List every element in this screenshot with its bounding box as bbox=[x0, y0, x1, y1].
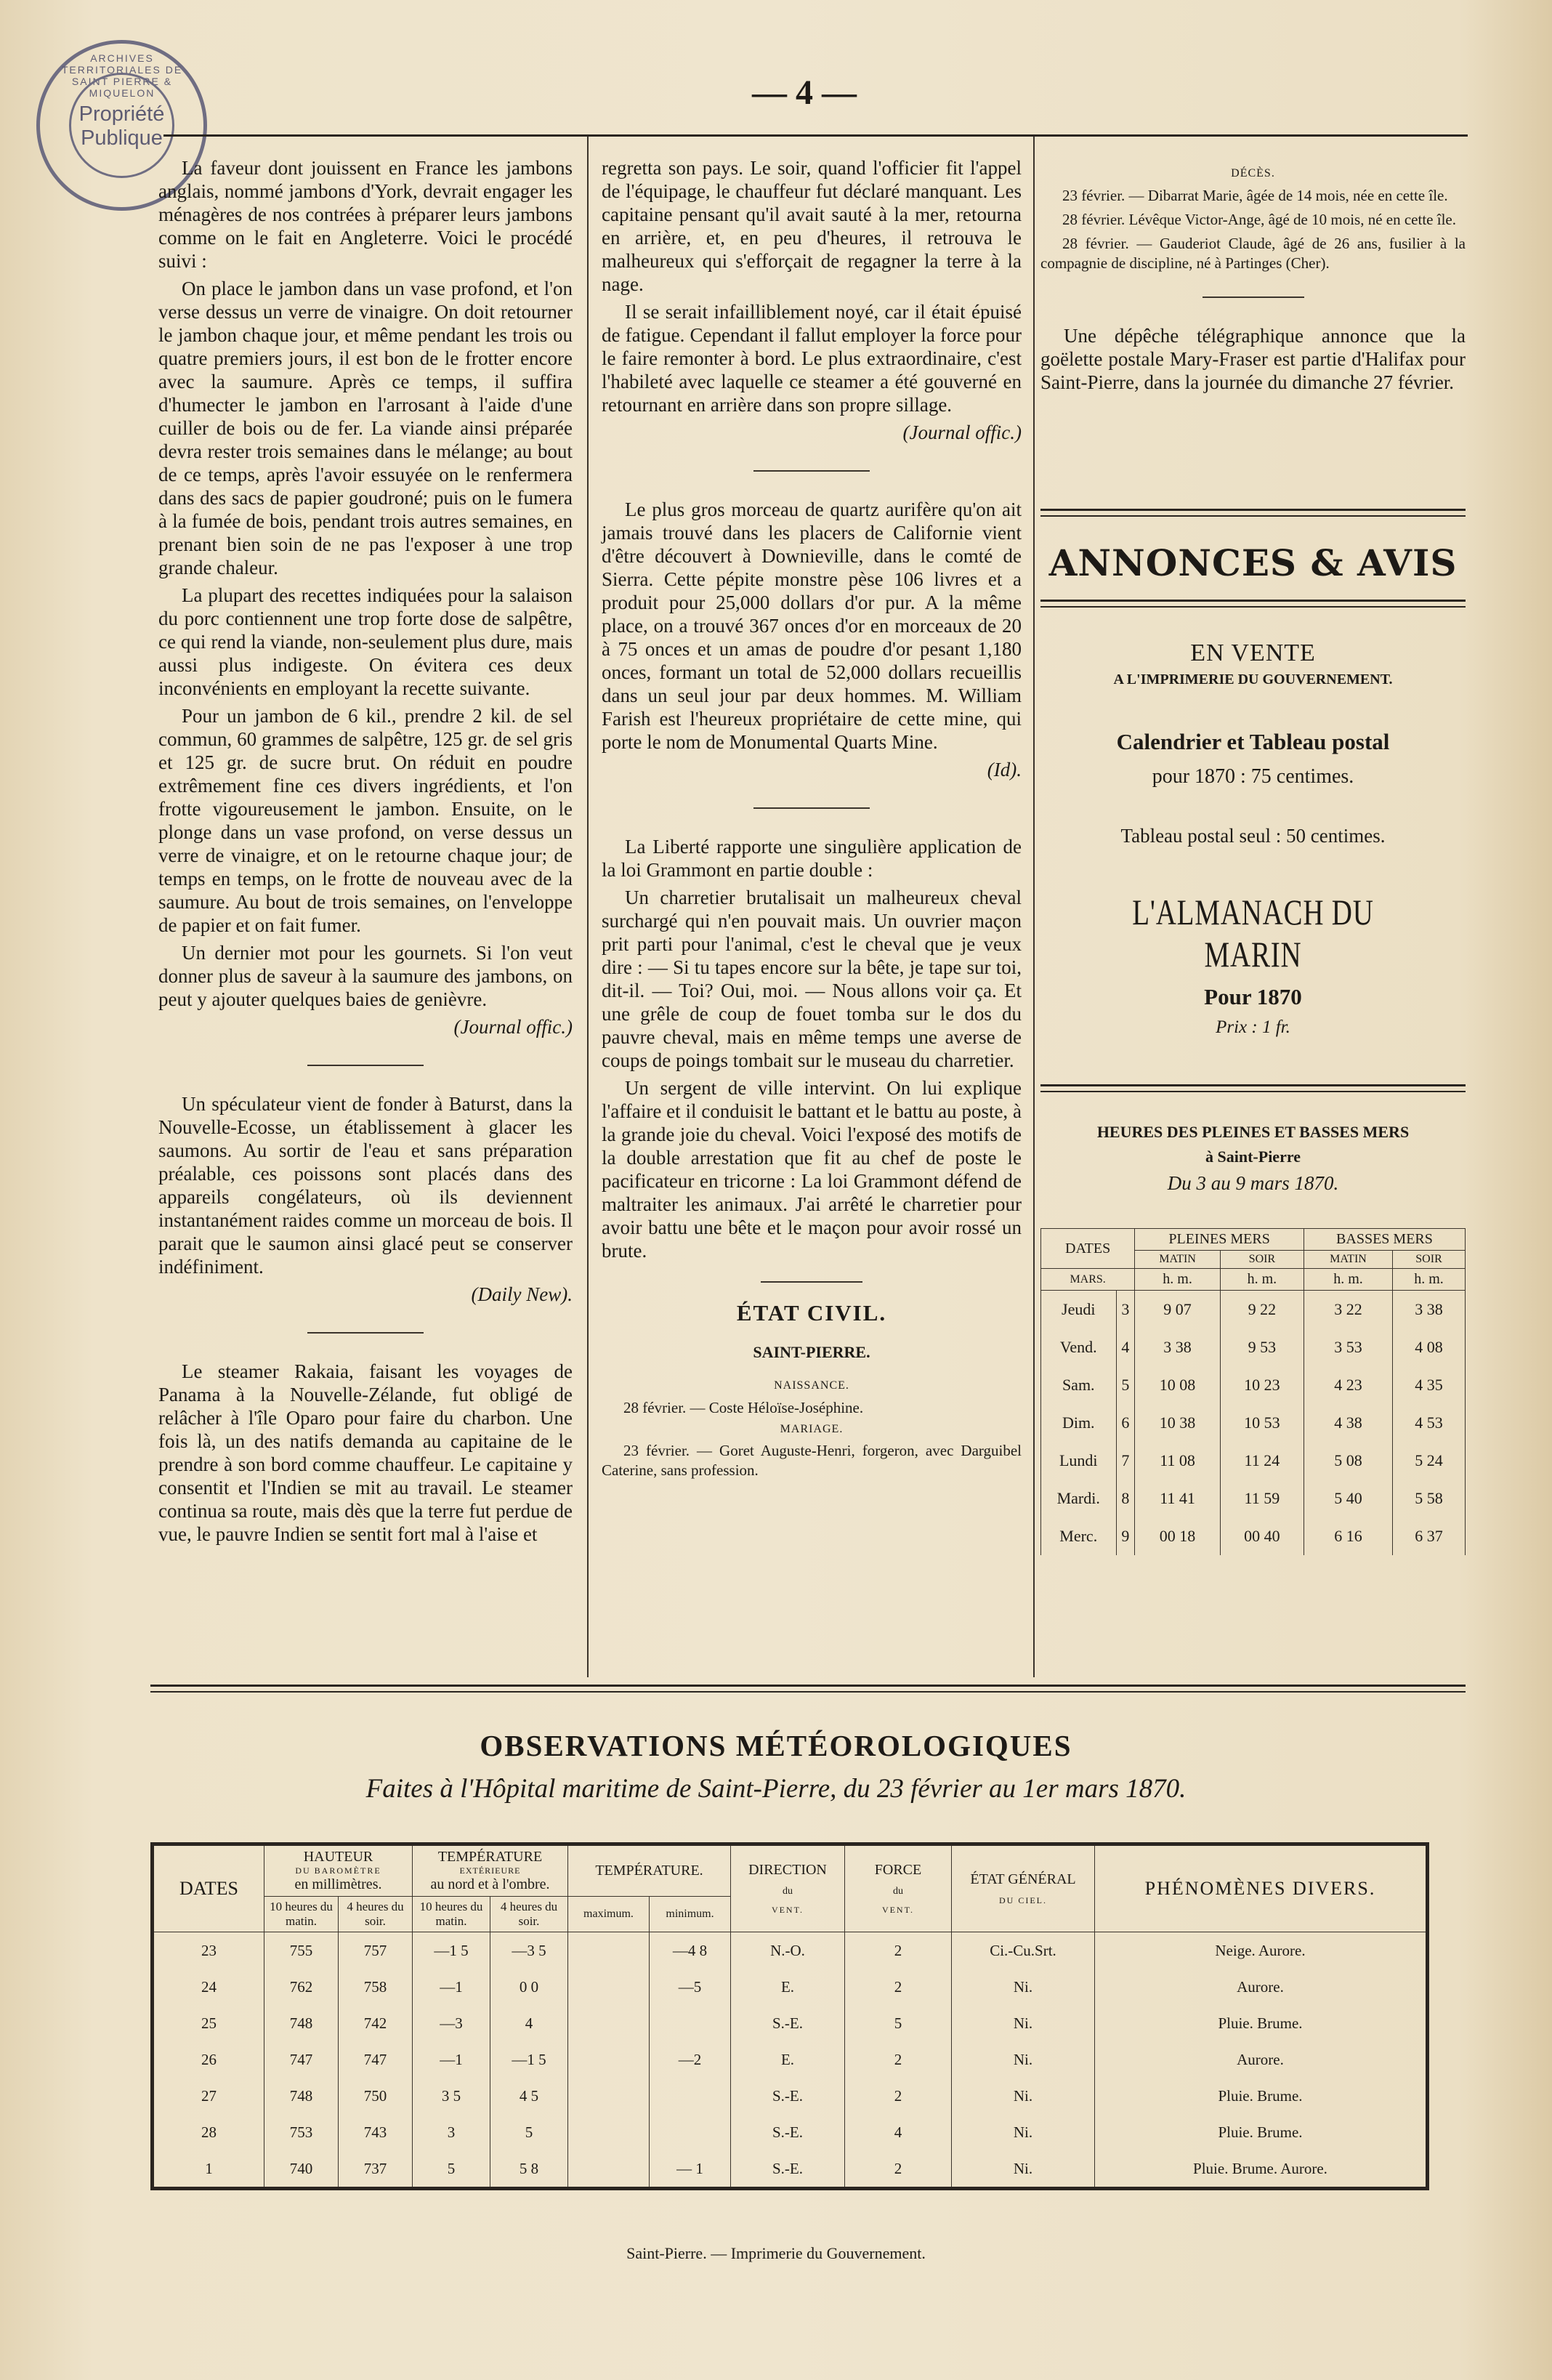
separator bbox=[307, 1065, 424, 1066]
article-rakaia: Le steamer Rakaia, faisant les voyages de Panama à la Nouvelle-Zélande, fut obligé de relâcher à l'île Oparo pour faire du charbon. Une fois là, un des natifs demanda au capitaine de le prendre à son bord comme chauffeur. Le capitaine y consentit et l'Indien se mit au travail. Le steamer continua sa route, mais dès que la terre fut perdue de vue, le pauvre Indien se sentit fort mal à l'aise et bbox=[158, 1360, 573, 1545]
weather-row-cell: 4 bbox=[845, 2114, 952, 2150]
tide-header bbox=[1040, 1123, 1466, 1195]
obs-header-10h: 10 heures du matin. bbox=[413, 1897, 490, 1932]
weather-row-cell: 5 8 bbox=[490, 2150, 568, 2189]
weather-row-cell bbox=[568, 2078, 650, 2114]
weather-row bbox=[153, 1932, 1428, 1969]
tide-row-cell: 9 bbox=[1116, 1517, 1135, 1555]
tide-row-cell: 5 08 bbox=[1304, 1442, 1392, 1480]
tide-row-cell: Vend. bbox=[1041, 1328, 1117, 1366]
column-rule-1 bbox=[587, 137, 589, 1677]
tide-rule-top bbox=[1040, 1084, 1466, 1092]
weather-row-cell: E. bbox=[731, 1969, 845, 2005]
tide-header-matin: MATIN bbox=[1304, 1251, 1392, 1269]
weather-row-cell: 27 bbox=[153, 2078, 264, 2114]
tide-row-cell: 11 41 bbox=[1135, 1480, 1221, 1517]
weather-row-cell: 4 bbox=[490, 2005, 568, 2041]
weather-row-cell: Aurore. bbox=[1095, 2041, 1428, 2078]
article-jambon-intro: La faveur dont jouissent en France les jambons anglais, nommé jambons d'York, devrait engager les ménagères de nos contrées à préparer leurs jambons comme on le fait en Angleterre. Voici le procédé suivi : bbox=[158, 157, 573, 272]
weather-row-cell: N.-O. bbox=[731, 1932, 845, 1969]
weather-row bbox=[153, 1969, 1428, 2005]
tide-row-cell: 4 08 bbox=[1393, 1328, 1466, 1366]
weather-row-cell: Ni. bbox=[952, 2005, 1095, 2041]
weather-row-cell: 3 5 bbox=[413, 2078, 490, 2114]
calendrier-price: pour 1870 : 75 centimes. bbox=[1152, 765, 1354, 788]
weather-row-cell: Ni. bbox=[952, 1969, 1095, 2005]
weather-row-cell: 753 bbox=[264, 2114, 339, 2150]
weather-row-cell: Ni. bbox=[952, 2078, 1095, 2114]
tide-row-cell: 8 bbox=[1116, 1480, 1135, 1517]
almanach-price: Prix : 1 fr. bbox=[1216, 1017, 1290, 1037]
tide-table bbox=[1040, 1228, 1466, 1555]
tide-row-cell: Lundi bbox=[1041, 1442, 1117, 1480]
weather-row-cell: 2 bbox=[845, 1969, 952, 2005]
naissance-entry: 28 février. — Coste Héloïse-Joséphine. bbox=[623, 1399, 864, 1416]
obs-du-label: du bbox=[783, 1886, 793, 1897]
obs-vent-label: VENT. bbox=[771, 1905, 804, 1915]
tide-row-cell: 10 23 bbox=[1220, 1366, 1304, 1404]
obs-baro-label: DU BAROMÈTRE bbox=[295, 1865, 381, 1876]
weather-row-cell: 743 bbox=[339, 2114, 413, 2150]
weather-row-cell: 2 bbox=[845, 2078, 952, 2114]
weather-row-cell: 23 bbox=[153, 1932, 264, 1969]
weather-row-cell: S.-E. bbox=[731, 2005, 845, 2041]
weather-row-cell: Pluie. Brume. bbox=[1095, 2078, 1428, 2114]
tide-row-cell: 4 53 bbox=[1393, 1404, 1466, 1442]
weather-row-cell: Ni. bbox=[952, 2150, 1095, 2189]
tide-header-matin: MATIN bbox=[1135, 1251, 1221, 1269]
source-journal-offic: (Journal offic.) bbox=[453, 1016, 573, 1038]
weather-row-cell: 0 0 bbox=[490, 1969, 568, 2005]
obs-du-label: du bbox=[893, 1886, 903, 1897]
tide-row-cell: 7 bbox=[1116, 1442, 1135, 1480]
tide-header-pleines: PLEINES MERS bbox=[1135, 1229, 1304, 1251]
obs-header-temp: TEMPÉRATURE. bbox=[568, 1844, 731, 1897]
weather-row bbox=[153, 2005, 1428, 2041]
obs-header-4h: 4 heures du soir. bbox=[339, 1897, 413, 1932]
tide-header-hm: h. m. bbox=[1304, 1269, 1392, 1291]
weather-row-cell bbox=[568, 2114, 650, 2150]
obs-mm-label: en millimètres. bbox=[294, 1876, 382, 1892]
weather-row-cell: S.-E. bbox=[731, 2150, 845, 2189]
weather-row-cell: S.-E. bbox=[731, 2078, 845, 2114]
obs-temp-ext-label: TEMPÉRATURE bbox=[437, 1849, 543, 1865]
obs-ext-label: EXTÉRIEURE bbox=[459, 1865, 521, 1876]
tide-row-cell: 3 bbox=[1116, 1291, 1135, 1329]
tide-header-hm: h. m. bbox=[1220, 1269, 1304, 1291]
weather-row bbox=[153, 2114, 1428, 2150]
tide-place: à Saint-Pierre bbox=[1205, 1147, 1301, 1166]
source-daily-new: (Daily New). bbox=[471, 1283, 573, 1305]
tide-row bbox=[1041, 1328, 1466, 1366]
weather-row-cell: 1 bbox=[153, 2150, 264, 2189]
etat-civil-place: SAINT-PIERRE. bbox=[753, 1343, 870, 1361]
tide-row-cell: 10 38 bbox=[1135, 1404, 1221, 1442]
weather-row-cell: Ni. bbox=[952, 2114, 1095, 2150]
tide-row bbox=[1041, 1366, 1466, 1404]
obs-header-4h: 4 heures du soir. bbox=[490, 1897, 568, 1932]
tide-row bbox=[1041, 1517, 1466, 1555]
weather-row-cell: 762 bbox=[264, 1969, 339, 2005]
separator bbox=[307, 1332, 424, 1334]
tide-row-cell: 4 35 bbox=[1393, 1366, 1466, 1404]
annonces-title: ANNONCES & AVIS bbox=[1048, 541, 1458, 584]
column-rule-2 bbox=[1033, 137, 1035, 1677]
obs-vent-label: VENT. bbox=[881, 1905, 915, 1915]
deces-entry: 28 février. — Gauderiot Claude, âgé de 26 ans, fusilier à la compagnie de discipline, né à Partinges (Cher). bbox=[1040, 235, 1466, 272]
deces-entry: 28 février. Lévêque Victor-Ange, âgé de 10 mois, né en cette île. bbox=[1062, 211, 1456, 228]
weather-row-cell: 3 bbox=[413, 2114, 490, 2150]
obs-nord-label: au nord et à l'ombre. bbox=[430, 1876, 550, 1892]
obs-header-max: maximum. bbox=[568, 1897, 650, 1932]
tide-row-cell: 10 53 bbox=[1220, 1404, 1304, 1442]
obs-header-10h: 10 heures du matin. bbox=[264, 1897, 339, 1932]
article-grammont-story: Un charretier brutalisait un malheureux cheval surchargé qui n'en pouvait mais. Un ouvrier maçon prit parti pour l'animal, c'est le cheval que je veux dire : — Si tu tapes encore sur la bête, je tape sur toi, dit-il. — Toi? Oui, moi. — Nous allons voir ça. Et une grêle de coup de fouet tomba sur le dos du pauvre cheval, mais en même temps une averse de coups de poings tombait sur le museau du charretier. bbox=[602, 887, 1022, 1071]
tide-row-cell: 00 40 bbox=[1220, 1517, 1304, 1555]
article-saumons: Un spéculateur vient de fonder à Baturst, dans la Nouvelle-Ecosse, un établissement à glacer les saumons. Au sortir de l'eau et sans préparation préalable, ces poissons sont placés dans des appareils congélateurs, où ils deviennent instantanément raides comme un morceau de bois. Il parait que le saumon ainsi glacé peut se conserver indéfiniment. bbox=[158, 1093, 573, 1278]
article-jambon-salaison: La plupart des recettes indiquées pour la salaison du porc contiennent une trop forte dose de salpêtre, ce qui rend la viande, non-seulement plus dure, mais aussi plus indigeste. On évitera ces deux inconvénients en employant la recette suivante. bbox=[158, 584, 573, 699]
weather-row-cell: 748 bbox=[264, 2005, 339, 2041]
weather-row-cell: 747 bbox=[264, 2041, 339, 2078]
weather-row-cell: 757 bbox=[339, 1932, 413, 1969]
tide-row bbox=[1041, 1442, 1466, 1480]
obs-header-etat bbox=[952, 1844, 1095, 1932]
separator bbox=[753, 807, 870, 809]
weather-row-cell: Ci.-Cu.Srt. bbox=[952, 1932, 1095, 1969]
column-3 bbox=[1040, 164, 1466, 398]
almanach-title: L'ALMANACH DU MARIN bbox=[1132, 892, 1374, 975]
weather-row-cell bbox=[568, 1932, 650, 1969]
weather-row-cell bbox=[650, 2078, 731, 2114]
obs-header-temp-ext bbox=[413, 1844, 568, 1897]
tide-row-cell: 3 53 bbox=[1304, 1328, 1392, 1366]
tide-dates: Du 3 au 9 mars 1870. bbox=[1167, 1172, 1339, 1194]
obs-title: OBSERVATIONS MÉTÉOROLOGIQUES bbox=[480, 1729, 1072, 1762]
weather-row-cell: Aurore. bbox=[1095, 1969, 1428, 2005]
weather-row-cell: 24 bbox=[153, 1969, 264, 2005]
obs-header-phenomenes: PHÉNOMÈNES DIVERS. bbox=[1095, 1844, 1428, 1932]
weather-row-cell: 5 bbox=[845, 2005, 952, 2041]
source-journal-offic: (Journal offic.) bbox=[902, 421, 1022, 443]
tide-row-cell: 5 40 bbox=[1304, 1480, 1392, 1517]
weather-row-cell bbox=[650, 2005, 731, 2041]
tide-row bbox=[1041, 1480, 1466, 1517]
obs-rule-top bbox=[150, 1685, 1466, 1693]
annonces-block bbox=[1040, 640, 1466, 1038]
weather-row-cell: E. bbox=[731, 2041, 845, 2078]
tide-row-cell: 00 18 bbox=[1135, 1517, 1221, 1555]
imprimerie-line: A L'IMPRIMERIE DU GOUVERNEMENT. bbox=[1113, 671, 1393, 687]
obs-header-direction bbox=[731, 1844, 845, 1932]
tide-row bbox=[1041, 1404, 1466, 1442]
weather-row-cell: Pluie. Brume. bbox=[1095, 2114, 1428, 2150]
weather-row-cell: 2 bbox=[845, 1932, 952, 1969]
weather-row-cell: 25 bbox=[153, 2005, 264, 2041]
obs-dir-label: DIRECTION bbox=[748, 1862, 827, 1878]
weather-row-cell: 758 bbox=[339, 1969, 413, 2005]
weather-row-cell: 28 bbox=[153, 2114, 264, 2150]
obs-hauteur-label: HAUTEUR bbox=[303, 1849, 373, 1865]
weather-row-cell bbox=[650, 2114, 731, 2150]
tide-header-mars: MARS. bbox=[1041, 1269, 1135, 1291]
weather-row bbox=[153, 2150, 1428, 2189]
source-id: (Id). bbox=[987, 759, 1022, 780]
tide-row-cell: Mardi. bbox=[1041, 1480, 1117, 1517]
depeche-telegraphique: Une dépêche télégraphique annonce que la goëlette postale Mary-Fraser est partie d'Halifax pour Saint-Pierre, dans la journée du dimanche 27 février. bbox=[1040, 325, 1466, 393]
calendrier-title: Calendrier et Tableau postal bbox=[1116, 729, 1390, 754]
obs-header-dates: DATES bbox=[153, 1844, 264, 1932]
article-jambon-recette: Pour un jambon de 6 kil., prendre 2 kil. de sel commun, 60 grammes de salpêtre, 125 gr. de sel gris et 125 gr. de sucre brut. On réduit en poudre extrêmement fine ces divers ingrédients, et l'on frotte vigoureusement le jambon. Ensuite, on le plonge dans un vase profond, on verse dessus un verre de vinaigre, et on le retourne chaque jour; de temps en temps, on le frotte de nouveau avec de la saumure. Au bout de trois semaines, on l'enveloppe de papier et on fait fumer. bbox=[158, 705, 573, 936]
weather-row-cell bbox=[568, 2005, 650, 2041]
weather-row-cell: 26 bbox=[153, 2041, 264, 2078]
weather-row-cell: Pluie. Brume. bbox=[1095, 2005, 1428, 2041]
weather-row-cell: —1 5 bbox=[490, 2041, 568, 2078]
weather-row-cell: 5 bbox=[413, 2150, 490, 2189]
tide-row-cell: 3 38 bbox=[1135, 1328, 1221, 1366]
tide-row-cell: 9 22 bbox=[1220, 1291, 1304, 1329]
weather-row-cell: —2 bbox=[650, 2041, 731, 2078]
tide-row-cell: Jeudi bbox=[1041, 1291, 1117, 1329]
separator bbox=[761, 1281, 862, 1283]
tide-row-cell: 9 53 bbox=[1220, 1328, 1304, 1366]
column-1 bbox=[158, 156, 573, 1550]
tide-row-cell: Dim. bbox=[1041, 1404, 1117, 1442]
tide-row-cell: 6 bbox=[1116, 1404, 1135, 1442]
tide-title: HEURES DES PLEINES ET BASSES MERS bbox=[1096, 1123, 1410, 1141]
tide-row-cell: Sam. bbox=[1041, 1366, 1117, 1404]
article-rakaia-end: Il se serait infailliblement noyé, car il était épuisé de fatigue. Cependant il fallut employer la force pour le faire remonter à bord. Le plus extraordinaire, c'est l'habileté avec laquelle ce steamer a été gouverné en retournant en arrière dans son propre sillage. bbox=[602, 301, 1022, 416]
stamp-line-1: Propriété bbox=[78, 102, 165, 126]
tide-row-cell: 4 38 bbox=[1304, 1404, 1392, 1442]
en-vente: EN VENTE bbox=[1190, 640, 1316, 666]
tide-row-cell: 6 37 bbox=[1393, 1517, 1466, 1555]
tide-row-cell: 11 24 bbox=[1220, 1442, 1304, 1480]
obs-subtitle: Faites à l'Hôpital maritime de Saint-Pierre, du 23 février au 1er mars 1870. bbox=[365, 1774, 1187, 1804]
weather-row-cell: Neige. Aurore. bbox=[1095, 1932, 1428, 1969]
article-jambon-conclusion: Un dernier mot pour les gournets. Si l'on veut donner plus de saveur à la saumure des jambons, on peut y ajouter quelques baies de genièvre. bbox=[158, 942, 573, 1010]
weather-row-cell: —3 bbox=[413, 2005, 490, 2041]
stamp-line-2: Publique bbox=[81, 126, 163, 150]
tide-row-cell: 11 59 bbox=[1220, 1480, 1304, 1517]
weather-row-cell: S.-E. bbox=[731, 2114, 845, 2150]
mariage-heading: MARIAGE. bbox=[780, 1423, 844, 1435]
header-rule bbox=[163, 134, 1468, 137]
tide-header-basses: BASSES MERS bbox=[1304, 1229, 1465, 1251]
obs-ciel-label: DU CIEL. bbox=[999, 1895, 1047, 1905]
weather-row-cell: —4 8 bbox=[650, 1932, 731, 1969]
annonces-rule-bottom bbox=[1040, 600, 1466, 608]
annonces-rule-top bbox=[1040, 509, 1466, 517]
article-jambon-method: On place le jambon dans un vase profond, et l'on verse dessus un verre de vinaigre. On doit retourner le jambon chaque jour, et même pendant les trois ou quatre premiers jours, il est bon de le frotter encore avec la saumure. Après ce temps, il suffira d'humecter le jambon en l'arrosant à l'aide d'une cuiller de bois ou de fer. La viande ainsi préparée devra rester trois semaines dans le mélange; au bout de ce temps, après l'avoir essuyée on le renfermera dans des sacs de papier goudroné; puis on le fumera à la fumée de bois, pendant trois autres semaines, en prenant bien soin de ne pas l'exposer à une trop grande chaleur. bbox=[158, 278, 573, 578]
separator bbox=[1203, 297, 1304, 298]
weather-row-cell: 750 bbox=[339, 2078, 413, 2114]
tide-row-cell: 3 22 bbox=[1304, 1291, 1392, 1329]
stamp-ring-text: ARCHIVES TERRITORIALES DE SAINT PIERRE & MIQUELON bbox=[61, 52, 183, 99]
tide-row bbox=[1041, 1291, 1466, 1329]
weather-row bbox=[153, 2041, 1428, 2078]
naissance-heading: NAISSANCE. bbox=[774, 1379, 849, 1392]
obs-header-force bbox=[845, 1844, 952, 1932]
weather-row-cell: — 1 bbox=[650, 2150, 731, 2189]
imprimerie-footer: Saint-Pierre. — Imprimerie du Gouvernement. bbox=[626, 2244, 926, 2262]
tide-row-cell: 4 23 bbox=[1304, 1366, 1392, 1404]
weather-row-cell: 4 5 bbox=[490, 2078, 568, 2114]
weather-row-cell: —1 bbox=[413, 1969, 490, 2005]
obs-header-min: minimum. bbox=[650, 1897, 731, 1932]
tide-header-soir: SOIR bbox=[1220, 1251, 1304, 1269]
separator bbox=[753, 470, 870, 472]
tide-row-cell: 5 58 bbox=[1393, 1480, 1466, 1517]
obs-header-hauteur bbox=[264, 1844, 413, 1897]
weather-row-cell: —1 5 bbox=[413, 1932, 490, 1969]
page-number: — 4 — bbox=[752, 73, 857, 112]
weather-row-cell: Pluie. Brume. Aurore. bbox=[1095, 2150, 1428, 2189]
article-grammont-intro: La Liberté rapporte une singulière application de la loi Grammont en partie double : bbox=[602, 836, 1022, 881]
weather-row-cell: 2 bbox=[845, 2041, 952, 2078]
weather-row-cell: Ni. bbox=[952, 2041, 1095, 2078]
tide-row-cell: Merc. bbox=[1041, 1517, 1117, 1555]
obs-etat-label: ÉTAT GÉNÉRAL bbox=[970, 1871, 1076, 1887]
almanach-year: Pour 1870 bbox=[1204, 984, 1302, 1009]
tide-row-cell: 10 08 bbox=[1135, 1366, 1221, 1404]
tide-row-cell: 5 24 bbox=[1393, 1442, 1466, 1480]
weather-row-cell bbox=[568, 2041, 650, 2078]
deces-entry: 23 février. — Dibarrat Marie, âgée de 14 mois, née en cette île. bbox=[1062, 187, 1448, 204]
mariage-entry: 23 février. — Goret Auguste-Henri, forgeron, avec Darguibel Caterine, sans profession. bbox=[602, 1442, 1022, 1479]
tide-header-hm: h. m. bbox=[1135, 1269, 1221, 1291]
etat-civil-title: ÉTAT CIVIL. bbox=[736, 1300, 887, 1326]
weather-row-cell: 755 bbox=[264, 1932, 339, 1969]
weather-row-cell: —1 bbox=[413, 2041, 490, 2078]
weather-row-cell: 2 bbox=[845, 2150, 952, 2189]
deces-heading: DÉCÈS. bbox=[1231, 167, 1275, 179]
column-2 bbox=[602, 156, 1022, 1480]
tide-row-cell: 5 bbox=[1116, 1366, 1135, 1404]
tide-header-soir: SOIR bbox=[1393, 1251, 1466, 1269]
tide-row-cell: 6 16 bbox=[1304, 1517, 1392, 1555]
tide-row-cell: 9 07 bbox=[1135, 1291, 1221, 1329]
weather-row-cell: 747 bbox=[339, 2041, 413, 2078]
weather-row-cell: 737 bbox=[339, 2150, 413, 2189]
weather-row bbox=[153, 2078, 1428, 2114]
tide-header-dates: DATES bbox=[1041, 1229, 1135, 1269]
tide-row-cell: 11 08 bbox=[1135, 1442, 1221, 1480]
weather-table bbox=[150, 1842, 1429, 2190]
article-quartz: Le plus gros morceau de quartz aurifère qu'on ait jamais trouvé dans les placers de Californie vient d'être découvert à Downieville, dans le comté de Sierra. Cette pépite monstre pèse 106 livres et a produit pour 25,000 dollars d'or pur. A la même place, on a trouvé 367 onces d'or en morceaux de 20 à 75 onces et un amas de poudre d'or pesant 1,180 onces, formant un total de 52,000 dollars recueillis dans un seul jour par deux hommes. M. William Farish est l'heureux propriétaire de cette mine, qui porte le nom de Monumental Quarts Mine. bbox=[602, 499, 1022, 753]
tide-row-cell: 3 38 bbox=[1393, 1291, 1466, 1329]
article-grammont-end: Un sergent de ville intervint. On lui explique l'affaire et il conduisit le battant et le battu au poste, à la grande joie du cheval. Voici l'exposé des motifs de la double arrestation que fit au chef de poste le pacificateur en tricorne : La loi Grammont défend de maltraiter les animaux. J'ai arrêté le charretier pour avoir battu une bête et le maçon pour avoir rossé un brute. bbox=[602, 1077, 1022, 1262]
weather-row-cell bbox=[568, 1969, 650, 2005]
weather-row-cell: 742 bbox=[339, 2005, 413, 2041]
weather-row-cell bbox=[568, 2150, 650, 2189]
tide-row-cell: 4 bbox=[1116, 1328, 1135, 1366]
weather-row-cell: 5 bbox=[490, 2114, 568, 2150]
tableau-postal-line: Tableau postal seul : 50 centimes. bbox=[1120, 825, 1386, 847]
weather-row-cell: 740 bbox=[264, 2150, 339, 2189]
article-rakaia-cont: regretta son pays. Le soir, quand l'officier fit l'appel de l'équipage, le chauffeur fut déclaré manquant. Les capitaine pensant qu'il avait sauté à la mer, retourna en arrière, et, en peu d'heures, il retrouva le malheureux qui s'efforçait de regagner la terre à la nage. bbox=[602, 157, 1022, 295]
weather-row-cell: —5 bbox=[650, 1969, 731, 2005]
weather-row-cell: —3 5 bbox=[490, 1932, 568, 1969]
obs-force-label: FORCE bbox=[874, 1862, 922, 1878]
tide-header-hm: h. m. bbox=[1393, 1269, 1466, 1291]
weather-row-cell: 748 bbox=[264, 2078, 339, 2114]
